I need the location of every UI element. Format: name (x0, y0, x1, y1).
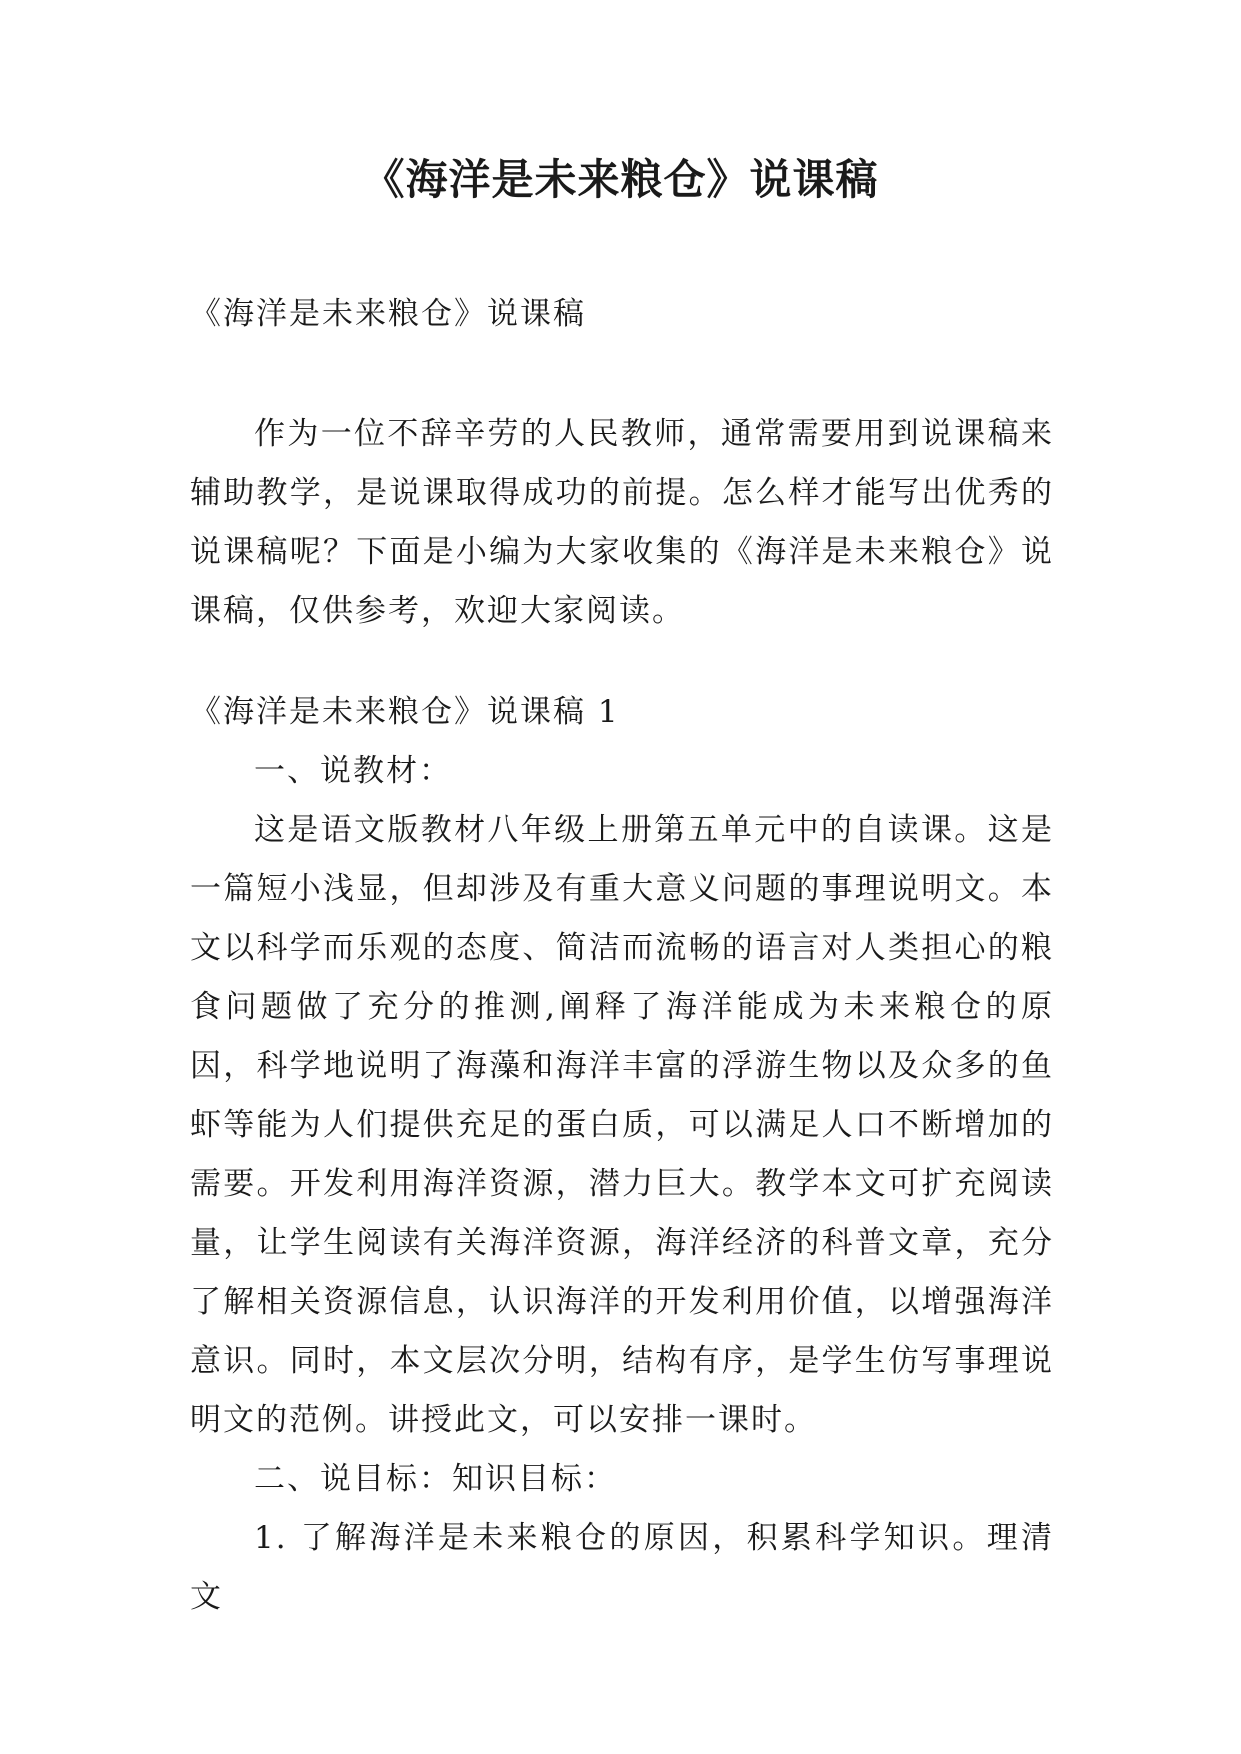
document-title: 《海洋是未来粮仓》说课稿 (362, 155, 879, 204)
textbook-heading: 一、说教材： (254, 753, 452, 789)
goals-heading: 二、说目标：知识目标： (254, 1461, 617, 1497)
section-1 (190, 683, 1054, 1627)
textbook-paragraph: 这是语文版教材八年级上册第五单元中的自读课。这是一篇短小浅显，但却涉及有重大意义问题的事理说明文。本文以科学而乐观的态度、简洁而流畅的语言对人类担心的粮食问题做了充分的推测,阐释了海洋能成为未来粮仓的原因，科学地说明了海藻和海洋丰富的浮游生物以及众多的鱼虾等能为人们提供充足的蛋白质，可以满足人口不断增加的需要。开发利用海洋资源，潜力巨大。教学本文可扩充阅读量，让学生阅读有关海洋资源，海洋经济的科普文章，充分了解相关资源信息，认识海洋的开发利用价值，以增强海洋意识。同时，本文层次分明，结构有序，是学生仿写事理说明文的范例。讲授此文，可以安排一课时。 (190, 812, 1054, 1438)
section-1-heading: 《海洋是未来粮仓》说课稿 1 (190, 694, 620, 730)
goal-item-1: 1. 了解海洋是未来粮仓的原因，积累科学知识。理清文 (190, 1520, 1054, 1615)
document-subtitle: 《海洋是未来粮仓》说课稿 (190, 296, 586, 332)
intro-paragraph: 作为一位不辞辛劳的人民教师，通常需要用到说课稿来辅助教学，是说课取得成功的前提。怎么样才能写出优秀的说课稿呢？下面是小编为大家收集的《海洋是未来粮仓》说课稿，仅供参考，欢迎大家阅读。 (190, 416, 1054, 629)
